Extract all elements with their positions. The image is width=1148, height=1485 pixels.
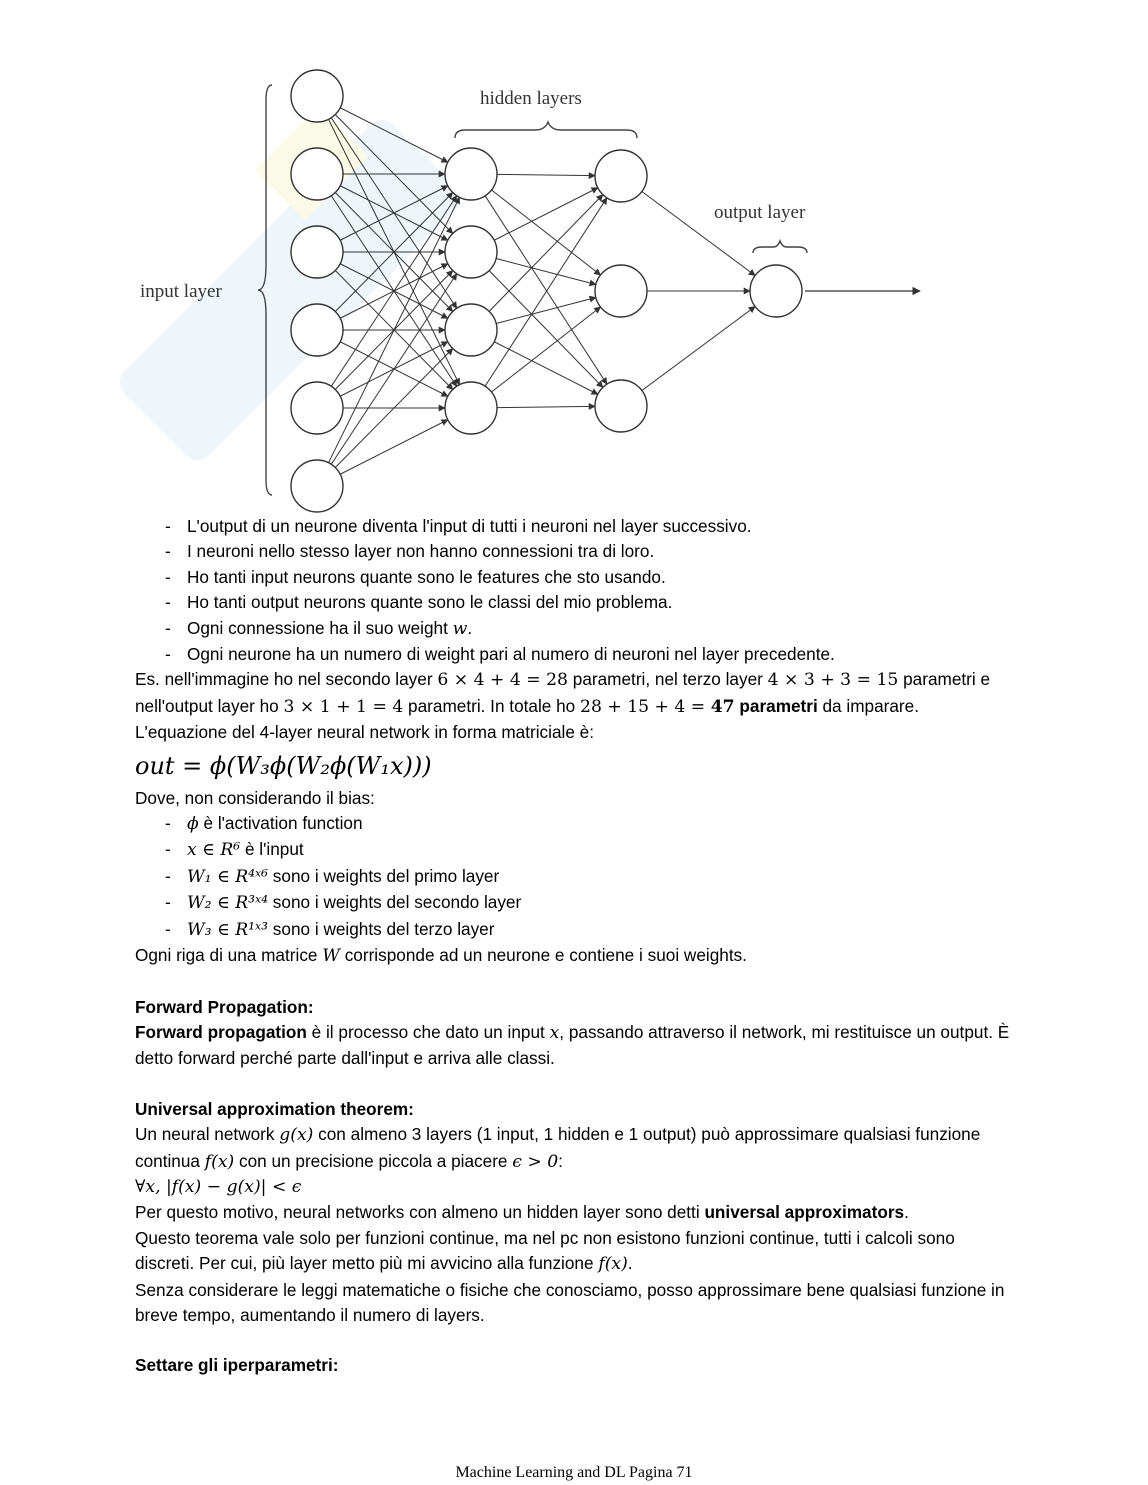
list-item: - W₁ ∈ R⁴ˣ⁶ sono i weights del primo layer [135,864,1015,890]
list-item: - Ho tanti output neurons quante sono le classi del mio problema. [135,590,1015,615]
hyperparameters-heading: Settare gli iperparametri: [135,1355,339,1376]
weight-symbol: w [452,618,468,639]
connection-edge [331,274,456,465]
hidden1-neuron [445,382,497,434]
input-neuron [291,148,343,200]
hidden2-neuron [595,150,647,202]
input-neuron [291,226,343,278]
list-item: - ϕ è l'activation function [135,811,1015,837]
forward-paragraph: Forward propagation è il processo che dato un input x, passando attraverso il network, mi restituisce un output. È detto forward perché parte dall'input e arriva alle classi. [135,1021,1010,1069]
uat-formula: ∀x, |f(x) − g(x)| < ϵ [135,1176,302,1197]
connection-edge [497,174,595,175]
list-item: - Ho tanti input neurons quante sono le features che sto usando. [135,565,1015,590]
network-properties-list [135,514,1015,667]
hidden2-neuron [595,265,647,317]
forward-heading: Forward Propagation: [135,996,314,1017]
hidden-layers-label: hidden layers [480,88,582,109]
connection-edge [642,306,755,390]
uat-heading: Universal approximation theorem: [135,1098,414,1119]
where-intro: Dove, non considerando il bias: [135,787,375,808]
list-item: - L'output di un neurone diventa l'input di tutti i neuroni nel layer successivo. [135,514,1015,539]
list-item: - Ogni neurone ha un numero di weight pari al numero di neuroni nel layer precedente. [135,642,1015,667]
connection-edge [489,271,603,388]
connection-edge [340,420,448,475]
connection-edge [496,298,596,324]
list-item: - Ogni connessione ha il suo weight w. [135,616,1015,642]
hidden-layers-brace [455,122,637,138]
input-layer-brace [258,85,272,495]
connections [329,108,756,475]
connection-edge [489,195,603,312]
hidden1-neuron [445,304,497,356]
output-layer-label: output layer [714,202,806,223]
neural-network-diagram [130,60,950,520]
input-neuron [291,460,343,512]
connection-edge [496,259,596,285]
connection-edge [340,108,448,163]
symbol-definitions-list [135,811,1015,943]
hidden2-neuron [595,380,647,432]
list-item: - x ∈ R⁶ è l'input [135,837,1015,863]
equation-intro: L'equazione del 4-layer neural network in forma matriciale è: [135,722,594,743]
list-item: - W₂ ∈ R³ˣ⁴ sono i weights del secondo layer [135,890,1015,916]
page-content [135,514,1015,1379]
uat-paragraph: Un neural network g(x) con almeno 3 layers (1 input, 1 hidden e 1 output) può approssimare qualsiasi funzione continua f(x) con un precisione piccola a piacere ϵ > 0: [135,1124,981,1172]
output-layer-brace [753,241,807,253]
connection-edge [497,406,595,407]
network-equation: out = ϕ(W₃ϕ(W₂ϕ(W₁x))) [135,751,432,780]
parameter-count-example: Es. nell'immagine ho nel secondo layer 6 × 4 + 4 = 28 parametri, nel terzo layer 4 × 3 + 3 = 15 parametri e nell'output layer ho 3 × 1 + 1 = 4 parametri. In totale ho 28 + 15 + 4 = 47 parametri da imparare. [135,669,991,717]
input-neuron [291,70,343,122]
uat-layers: Senza considerare le leggi matematiche o fisiche che conosciamo, posso approssimare bene qualsiasi funzione in breve tempo, aumentando il numero di layers. [135,1279,1005,1325]
list-item: - I neuroni nello stesso layer non hanno connessioni tra di loro. [135,539,1015,564]
hidden1-neuron [445,226,497,278]
input-neuron [291,304,343,356]
connection-edge [485,198,607,386]
connection-edge [485,196,607,384]
uat-approximators: Per questo motivo, neural networks con almeno un hidden layer sono detti universal approximators. [135,1202,909,1223]
list-item: - W₃ ∈ R¹ˣ³ sono i weights del terzo layer [135,917,1015,943]
hidden1-neuron [445,148,497,200]
output-neuron [750,265,802,317]
input-layer-label: input layer [140,281,222,302]
matrix-row-note: Ogni riga di una matrice W corrisponde ad un neurone e contiene i suoi weights. [135,945,747,967]
input-neuron [291,382,343,434]
uat-continuity: Questo teorema vale solo per funzioni continue, ma nel pc non esistono funzioni continue, tutti i calcoli sono discreti. Per cui, più layer metto più mi avvicino alla funzione f(x). [135,1227,955,1275]
page-footer: Machine Learning and DL Pagina 71 [455,1464,693,1481]
